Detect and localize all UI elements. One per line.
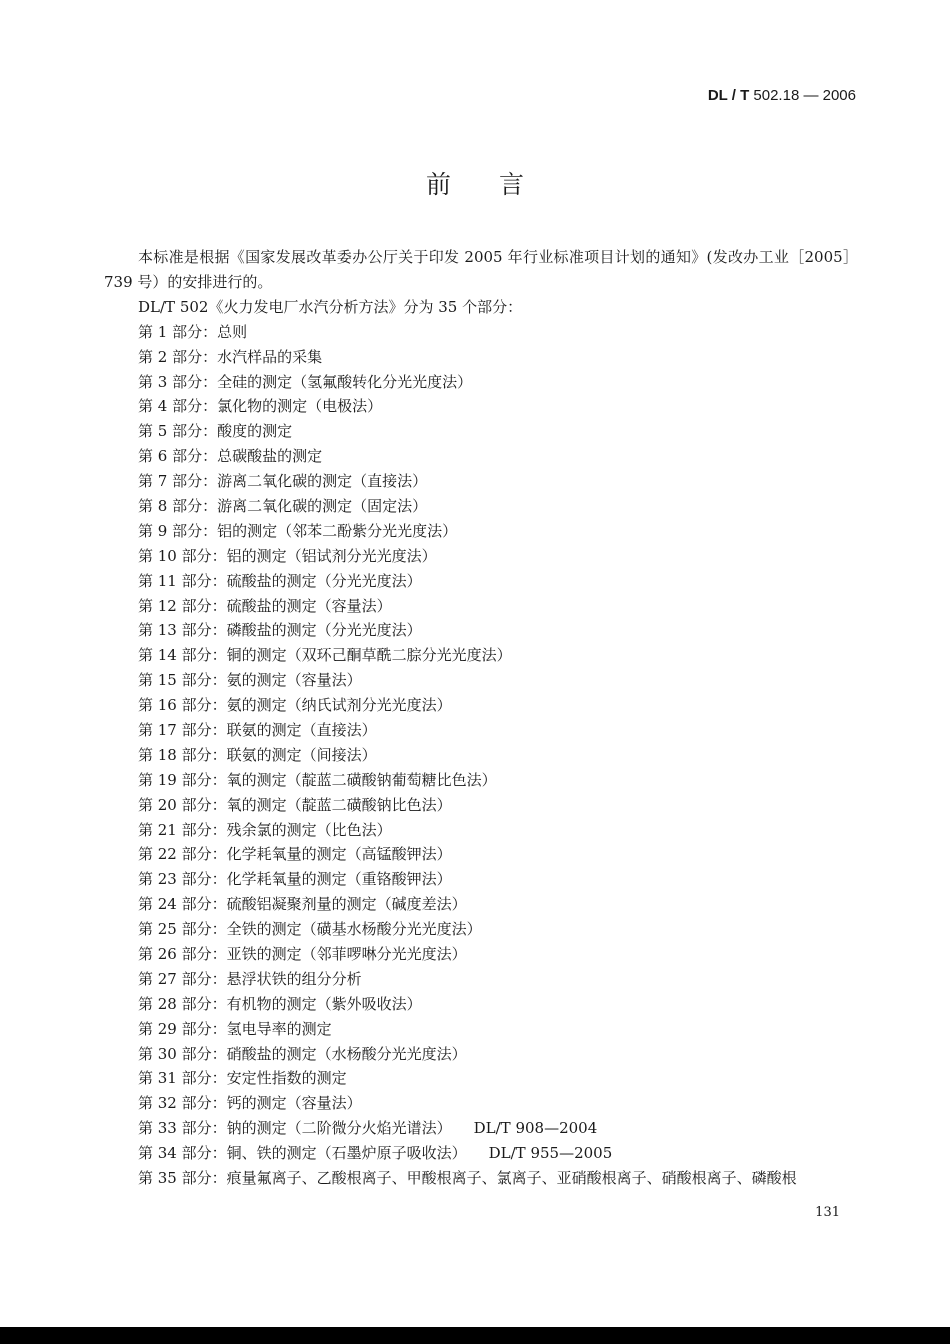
part-title: 氨的测定（纳氏试剂分光光度法） [226, 696, 452, 715]
part-title: 总碳酸盐的测定 [217, 447, 323, 466]
page-title: 前言 [425, 170, 572, 199]
part-title: 氢电导率的测定 [226, 1019, 332, 1038]
list-item [104, 693, 858, 718]
list-item [104, 1116, 858, 1141]
part-label: 第 5 部分： [138, 422, 218, 441]
list-item [104, 1141, 858, 1166]
part-title: 残余氯的测定（比色法） [226, 820, 392, 839]
part-title: 游离二氧化碳的测定（固定法） [217, 496, 428, 515]
list-item [104, 967, 858, 992]
list-item [104, 569, 858, 594]
list-item [104, 643, 858, 668]
part-label: 第 6 部分： [138, 447, 218, 466]
part-title: 水汽样品的采集 [217, 347, 323, 366]
part-label: 第 23 部分： [138, 870, 227, 889]
list-item [104, 494, 858, 519]
part-label: 第 13 部分： [138, 621, 227, 640]
part-label: 第 19 部分： [138, 770, 227, 789]
part-title: 铜的测定（双环己酮草酰二腙分光光度法） [226, 646, 512, 665]
part-label: 第 15 部分： [138, 671, 227, 690]
part-title: 铜、铁的测定（石墨炉原子吸收法） [226, 1144, 467, 1163]
list-item [104, 394, 858, 419]
part-title: 联氨的测定（直接法） [226, 720, 377, 739]
part-label: 第 34 部分： [138, 1144, 227, 1163]
part-title: 磷酸盐的测定（分光光度法） [226, 621, 422, 640]
part-title: 硫酸盐的测定（容量法） [226, 596, 392, 615]
part-label: 第 28 部分： [138, 994, 227, 1013]
page-number: 131 [815, 1205, 840, 1220]
part-title: 联氨的测定（间接法） [226, 745, 377, 764]
part-label: 第 14 部分： [138, 646, 227, 665]
part-label: 第 35 部分： [138, 1169, 227, 1187]
list-item [104, 618, 858, 643]
list-item [104, 842, 858, 867]
part-label: 第 21 部分： [138, 820, 227, 839]
list-item [104, 320, 858, 345]
list-item [104, 793, 858, 818]
list-item [104, 1091, 858, 1116]
list-item [104, 370, 858, 395]
standard-prefix: DL / T [707, 87, 750, 104]
list-item [104, 992, 858, 1017]
part-label: 第 12 部分： [138, 596, 227, 615]
part-label: 第 2 部分： [138, 347, 218, 366]
part-title: 氧的测定（靛蓝二磺酸钠比色法） [226, 795, 452, 814]
part-label: 第 32 部分： [138, 1094, 227, 1113]
standard-code [708, 87, 856, 104]
part-label: 第 1 部分： [138, 322, 218, 341]
part-label: 第 7 部分： [138, 472, 218, 491]
part-title: 铝的测定（铝试剂分光光度法） [226, 546, 437, 565]
part-label: 第 11 部分： [138, 571, 227, 590]
list-item [104, 419, 858, 444]
part-label: 第 25 部分： [138, 920, 227, 939]
list-item [104, 519, 858, 544]
list-item [104, 942, 858, 967]
list-item [104, 544, 858, 569]
part-title: 亚铁的测定（邻菲啰啉分光光度法） [226, 944, 467, 963]
part-label: 第 24 部分： [138, 895, 227, 914]
list-item [104, 1017, 858, 1042]
list-item [104, 469, 858, 494]
part-label: 第 8 部分： [138, 496, 218, 515]
part-title: 化学耗氧量的测定（高锰酸钾法） [226, 845, 452, 864]
part-title: 氧的测定（靛蓝二磺酸钠葡萄糖比色法） [226, 770, 497, 789]
part-label: 第 30 部分： [138, 1044, 227, 1063]
list-item [104, 718, 858, 743]
part-label: 第 10 部分： [138, 546, 227, 565]
part-label: 第 16 部分： [138, 696, 227, 715]
part-title: 总则 [217, 322, 248, 341]
part-title: 悬浮状铁的组分分析 [226, 969, 362, 988]
part-title: 钠的测定（二阶微分火焰光谱法） [226, 1119, 452, 1138]
list-item [104, 444, 858, 469]
part-standard-ref: DL/T 908—2004 [473, 1119, 598, 1138]
list-item [104, 1166, 858, 1191]
part-label: 第 22 部分： [138, 845, 227, 864]
part-title: 硫酸盐的测定（分光光度法） [226, 571, 422, 590]
part-title: 安定性指数的测定 [226, 1069, 347, 1088]
part-label: 第 27 部分： [138, 969, 227, 988]
part-standard-ref: DL/T 955—2005 [488, 1144, 613, 1163]
part-title: 游离二氧化碳的测定（直接法） [217, 472, 428, 491]
part-title: 钙的测定（容量法） [226, 1094, 362, 1113]
list-item [104, 345, 858, 370]
part-title: 全硅的测定（氢氟酸转化分光光度法） [217, 372, 473, 391]
list-item [104, 917, 858, 942]
document-body [104, 245, 858, 1191]
list-item [104, 867, 858, 892]
part-label: 第 9 部分： [138, 521, 218, 540]
list-item [104, 743, 858, 768]
standard-number: 502.18 — 2006 [753, 87, 856, 104]
part-title: 硝酸盐的测定（水杨酸分光光度法） [226, 1044, 467, 1063]
list-item [104, 1066, 858, 1091]
part-title: 硫酸铝凝聚剂量的测定（碱度差法） [226, 895, 467, 914]
part-label: 第 4 部分： [138, 397, 218, 416]
part-title: 酸度的测定 [217, 422, 293, 441]
part-title: 有机物的测定（紫外吸收法） [226, 994, 422, 1013]
part-label: 第 18 部分： [138, 745, 227, 764]
part-title: 全铁的测定（磺基水杨酸分光光度法） [226, 920, 482, 939]
part-title: 铝的测定（邻苯二酚紫分光光度法） [217, 521, 458, 540]
part-label: 第 20 部分： [138, 795, 227, 814]
part-label: 第 33 部分： [138, 1119, 227, 1138]
intro-paragraph: 本标准是根据《国家发展改革委办公厅关于印发 2005 年行业标准项目计划的通知》(发改办工业［2005］739 号）的安排进行的。 [104, 248, 858, 291]
part-label: 第 29 部分： [138, 1019, 227, 1038]
parts-list [104, 320, 858, 1191]
list-item [104, 768, 858, 793]
part-title: 化学耗氧量的测定（重铬酸钾法） [226, 870, 452, 889]
list-item [104, 892, 858, 917]
part-title: 氨的测定（容量法） [226, 671, 362, 690]
list-item [104, 818, 858, 843]
list-item [104, 668, 858, 693]
part-title: 氯化物的测定（电极法） [217, 397, 383, 416]
part-title: 痕量氟离子、乙酸根离子、甲酸根离子、氯离子、亚硝酸根离子、硝酸根离子、磷酸根 [226, 1169, 797, 1187]
bottom-edge-bar [0, 1327, 950, 1344]
part-label: 第 3 部分： [138, 372, 218, 391]
list-item [104, 594, 858, 619]
part-label: 第 17 部分： [138, 720, 227, 739]
part-label: 第 26 部分： [138, 944, 227, 963]
parts-intro-paragraph: DL/T 502《火力发电厂水汽分析方法》分为 35 个部分： [138, 297, 523, 316]
list-item [104, 1042, 858, 1067]
part-label: 第 31 部分： [138, 1069, 227, 1088]
